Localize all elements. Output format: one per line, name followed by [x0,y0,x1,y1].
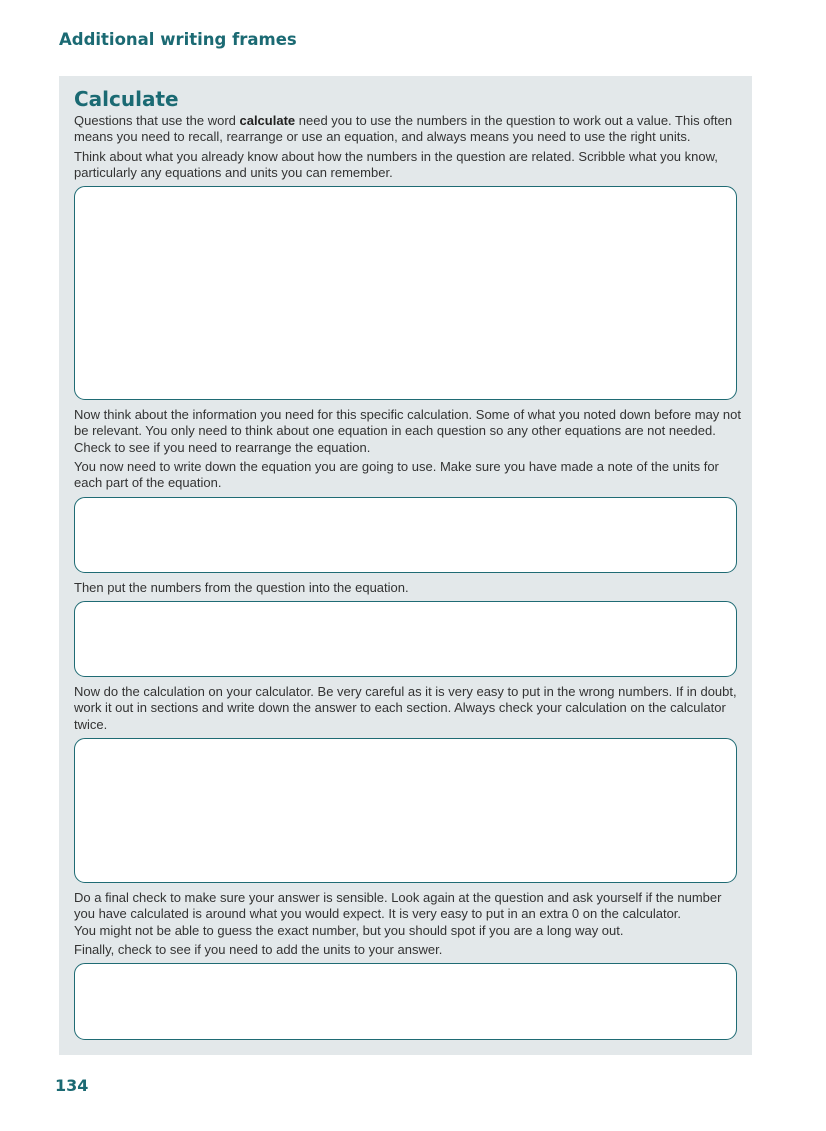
check-instruction [74,890,744,939]
substitute-instruction: Then put the numbers from the question into the equation. [74,580,409,595]
select-instruction: Now think about the information you need for this specific calculation. Some of what you noted down before may not be relevant. You only need to think about one equation in each question so any other equations are not needed. Check to see if you need to rearrange the equation. [74,407,741,455]
equation-answer-box[interactable] [74,497,737,573]
keyword-calculate: calculate [239,113,296,128]
check-text-line1: Do a final check to make sure your answer is sensible. Look again at the question and ask yourself if the number you have calculated is around what you would expect. It is very easy to put in an extra 0 on the calculator. [74,890,722,922]
calculate-instruction: Now do the calculation on your calculator. Be very careful as it is very easy to put in the wrong numbers. If in doubt, work it out in sections and write down the answer to each section. Always check your calculation on the calculator twice. [74,684,737,732]
section-heading: Additional writing frames [59,30,297,49]
final-answer-box[interactable] [74,963,737,1040]
intro-paragraph [74,113,744,146]
page-number: 134 [55,1076,89,1095]
recall-answer-box[interactable] [74,186,737,400]
intro-text-start: Questions that use the word [74,113,240,128]
calculation-answer-box[interactable] [74,738,737,883]
frame-title: Calculate [74,87,179,111]
intro-text-end: need you to use the numbers in the question to work out a value. This often means you need to recall, rearrange or use an equation, and always means you need to use the right units. [74,113,733,145]
substitution-answer-box[interactable] [74,601,737,677]
check-text-line2: You might not be able to guess the exact number, but you should spot if you are a long way out. [74,922,624,938]
equation-instruction: You now need to write down the equation you are going to use. Make sure you have made a note of the units for each part of the equation. [74,459,719,491]
recall-instruction: Think about what you already know about how the numbers in the question are related. Scribble what you know, particularly any equations and units you can remember. [74,149,718,181]
units-instruction: Finally, check to see if you need to add the units to your answer. [74,942,443,957]
